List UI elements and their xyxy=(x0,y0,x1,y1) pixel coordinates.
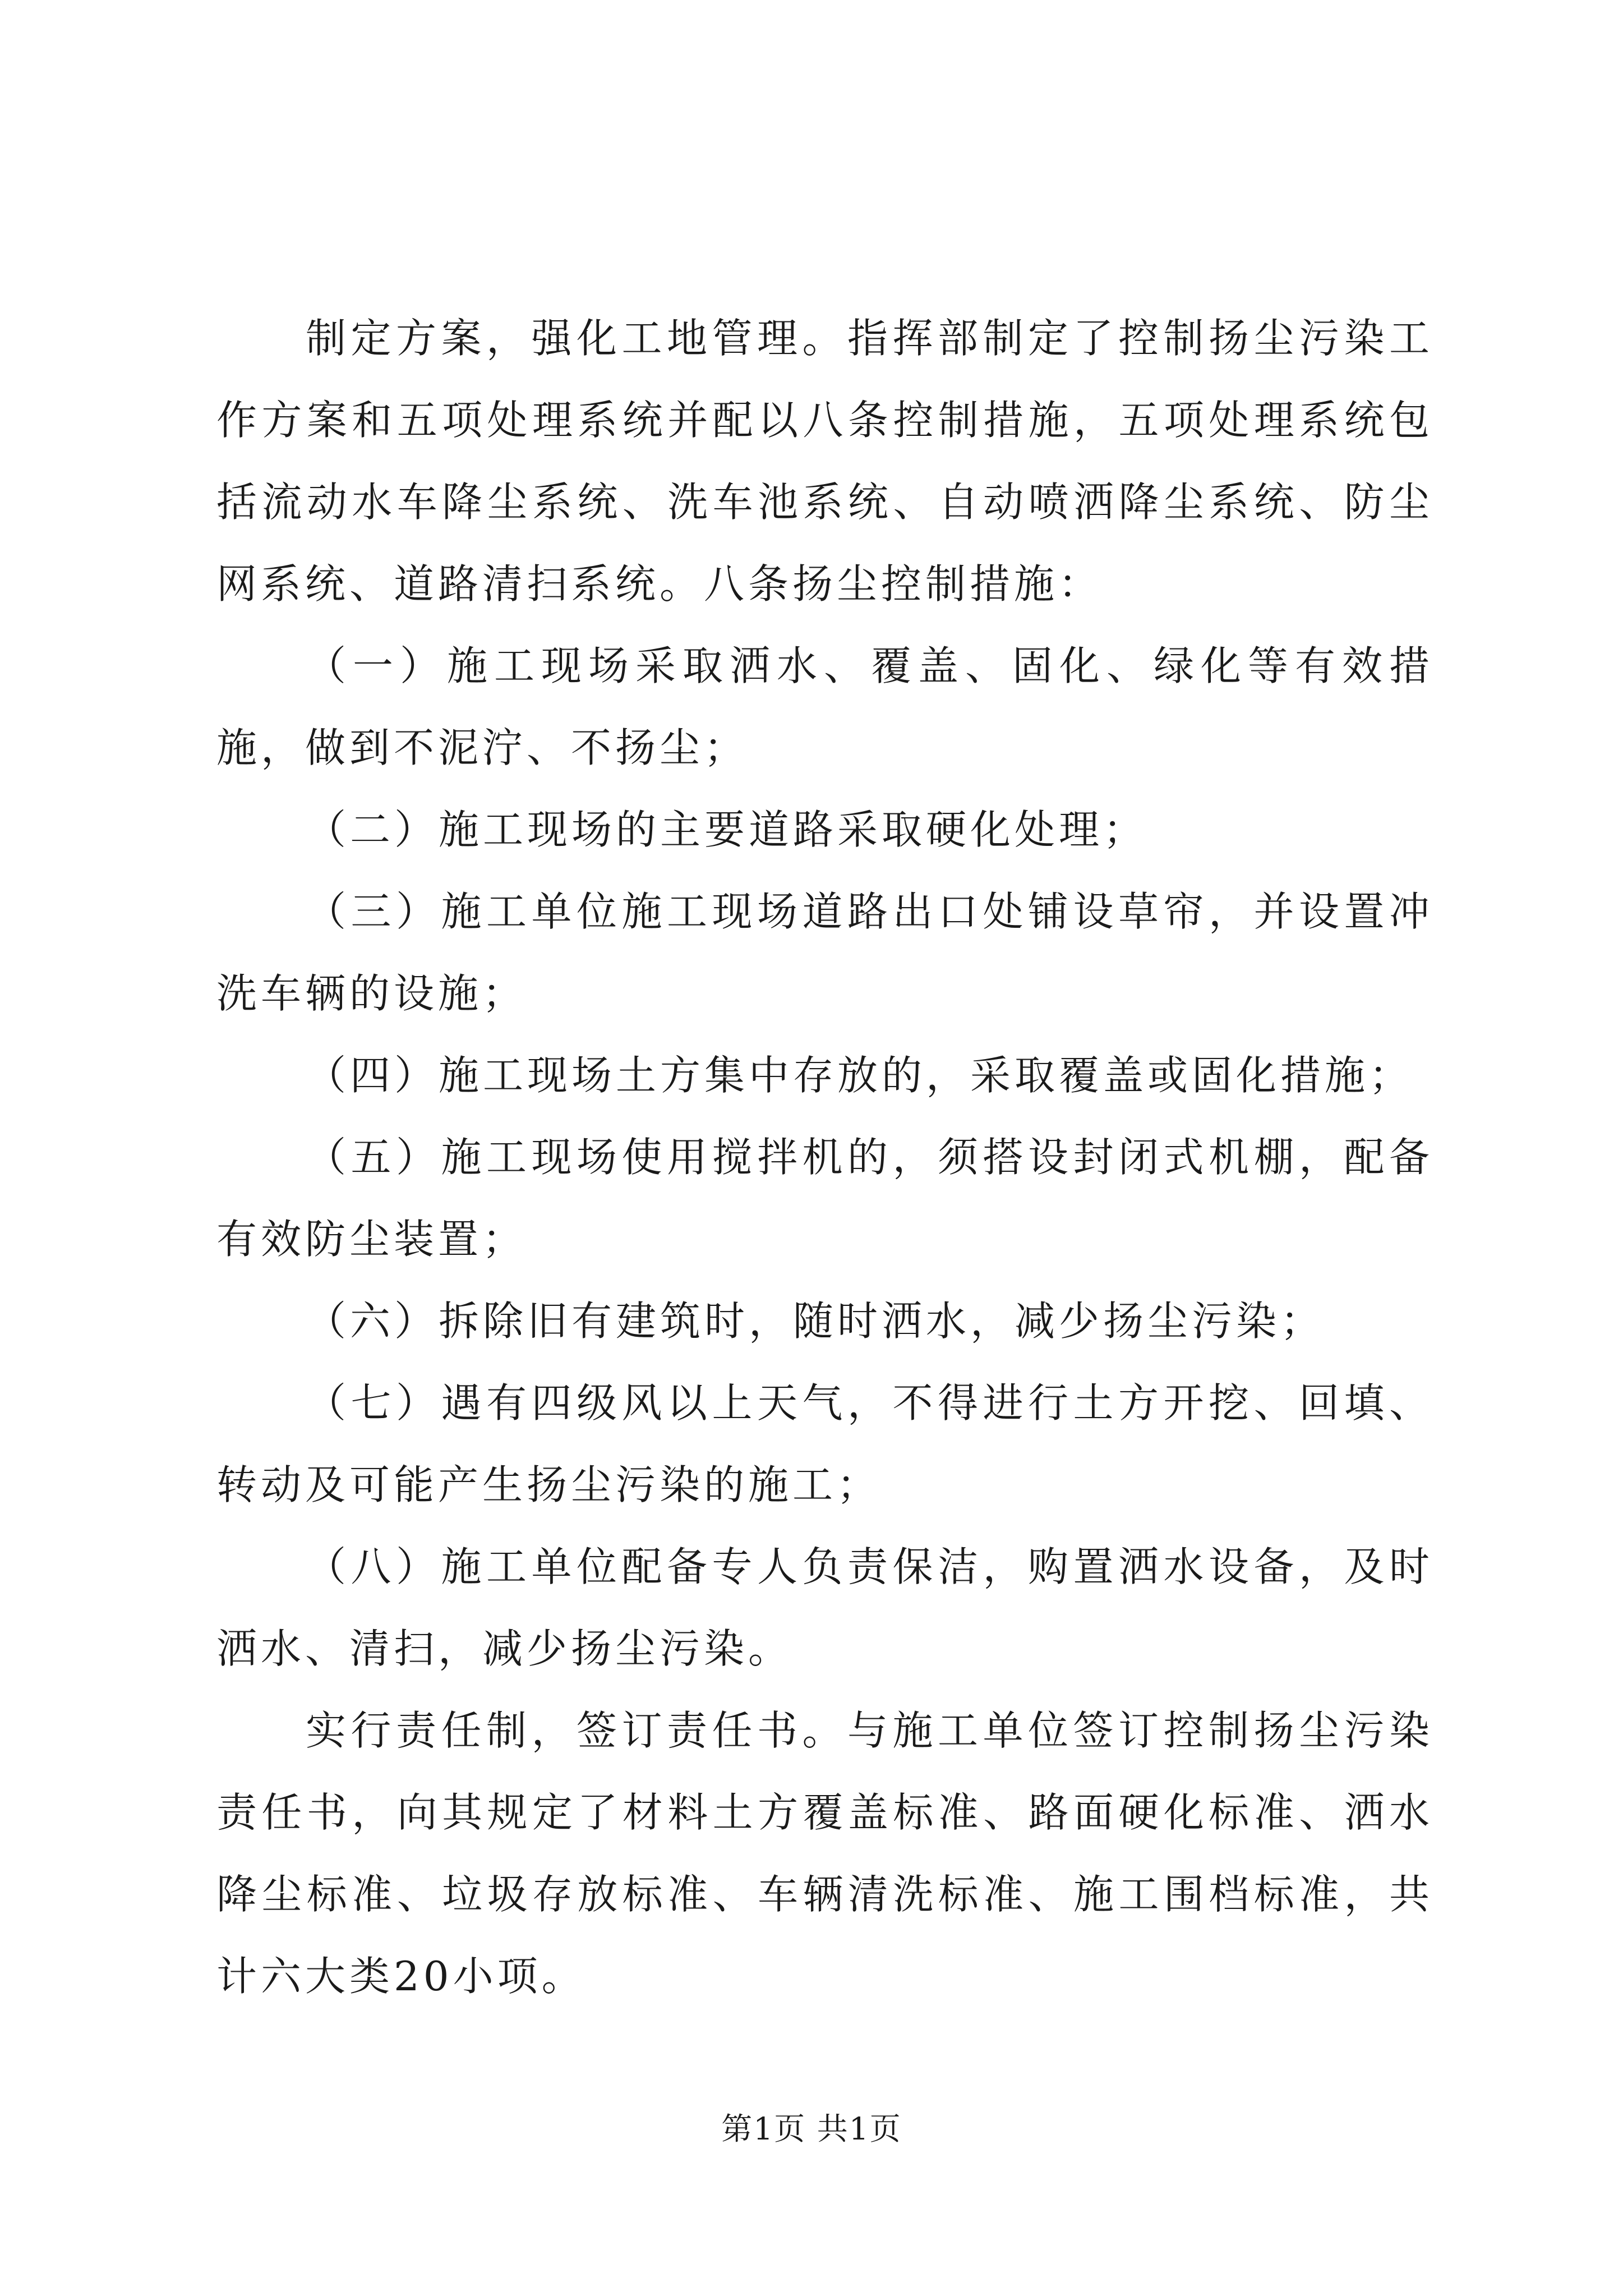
paragraph-measure-7: （七）遇有四级风以上天气，不得进行土方开挖、回填、转动及可能产生扬尘污染的施工； xyxy=(216,1379,1433,1508)
paragraph-measure-3: （三）施工单位施工现场道路出口处铺设草帘，并设置冲洗车辆的设施； xyxy=(216,888,1433,1017)
paragraph-measure-6: （六）拆除旧有建筑时，随时洒水，减少扬尘污染； xyxy=(306,1297,1325,1345)
paragraph-intro: 制定方案，强化工地管理。指挥部制定了控制扬尘污染工作方案和五项处理系统并配以八条控制措施，五项处理系统包括流动水车降尘系统、洗车池系统、自动喷洒降尘系统、防尘网系统、道路清扫系统。八条扬尘控制措施： xyxy=(216,315,1433,608)
paragraph-measure-8: （八）施工单位配备专人负责保洁，购置洒水设备，及时洒水、清扫，减少扬尘污染。 xyxy=(216,1543,1433,1672)
document-body xyxy=(216,297,1433,2017)
paragraph-measure-5: （五）施工现场使用搅拌机的，须搭设封闭式机棚，配备有效防尘装置； xyxy=(216,1134,1433,1263)
paragraph-measure-2: （二）施工现场的主要道路采取硬化处理； xyxy=(306,806,1148,853)
paragraph-responsibility: 实行责任制，签订责任书。与施工单位签订控制扬尘污染责任书，向其规定了材料土方覆盖标准、路面硬化标准、洒水降尘标准、垃圾存放标准、车辆清洗标准、施工围档标准，共计六大类20小项。 xyxy=(216,1707,1433,2000)
page-number-footer: 第1页 共1页 xyxy=(721,2111,902,2147)
paragraph-measure-4: （四）施工现场土方集中存放的，采取覆盖或固化措施； xyxy=(306,1052,1414,1099)
paragraph-measure-1: （一）施工现场采取洒水、覆盖、固化、绿化等有效措施，做到不泥泞、不扬尘； xyxy=(216,642,1433,771)
